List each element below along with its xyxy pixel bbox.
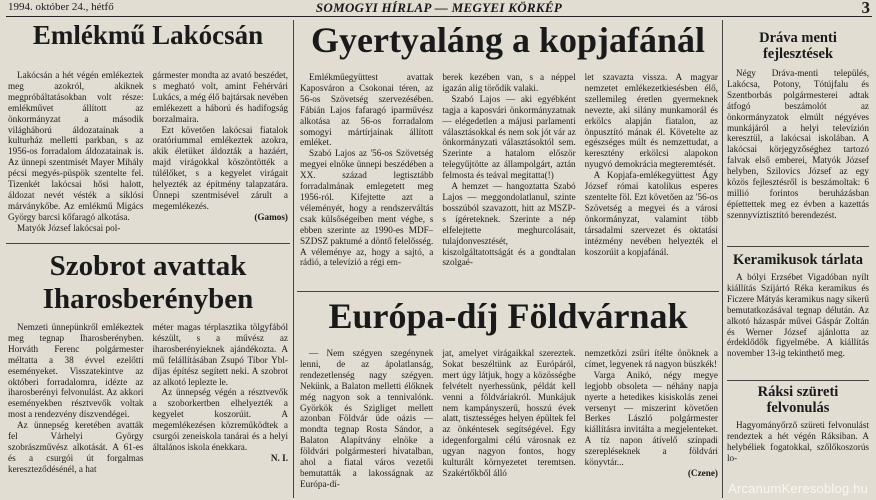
- paragraph: Emlékműegyüttest avattak Kaposváron a Csokonai téren, az 56-os Szövetség szervezésében. Fábián Lajos fafaragó iparművész alkotása az 56-os forradalom somogyi mártírjainak állított emléket.: [300, 72, 434, 148]
- sidebar-text: [727, 272, 869, 359]
- paragraph: A hemzet — hangoztatta Szabó Lajos — meggondolatlanul, szinte bosszúból szavazott, hitt az MSZP-s ígéreteknek. Szerinte a nép elfelejtette meghurcolásait, tulajdonvesztését, kiszolgáltatottságát és a gondtalan szolgaé-: [442, 181, 576, 268]
- paragraph: A Kopjafa-emlékegyüttest Ágy József római katolikus esperes szentelte föl. Ezt követően az '56-os Szövetség a megyei és a városi önkormányzat, valamint több társadalmi szervezet és oktatási intézmény nevében helyezték el koszorúit a kopjafánál.: [584, 170, 718, 257]
- paragraph: gármester mondta az avató beszédet, s megható volt, amint Fehérvári Lukács, a még élő bajtársak nevében emlékezett a háború és hadifogság borzalmaira.: [152, 70, 288, 124]
- article-column: [442, 348, 575, 498]
- paragraph: Nemzeti ünnepünkről emlékeztek meg tegnap Iharosberényben. Horváth Ferenc polgármester méltatta a 38 évvel ezelőtti eseményeket. Visszatekintve az októberi forradalomra, idézte az iharosberényi felvonulást. Az akkori eseményekben résztvevők voltak most a rendezvény díszvendégei.: [8, 322, 144, 420]
- sidebar-headline: Ráksi szüreti felvonulás: [757, 384, 839, 416]
- article-column: [153, 322, 289, 498]
- paragraph: Ezt követően lakócsai fiatalok oratóriummal emlékeztek azokra, akik életüket áldozták a hazáért, majd virágokkal köszöntötték a túlélőket, s a kegyelet virágait helyezték az építmény talapzatára. Ünnepi szentmisével zárult a megemlékezés.: [152, 124, 288, 211]
- sidebar-keramikusok: [727, 252, 869, 378]
- side-rule-1: [727, 246, 869, 247]
- article-column: [442, 72, 575, 288]
- paragraph: berek kezében van, s a néppel igazán alig törődik valaki.: [442, 72, 576, 93]
- paragraph: let szavazta vissza. A magyar nemzetet emlékezetkiesésben élő, szellemileg éretlen gyermeknek nevezte, aki silány munkamorál és erkölcs alapján fiatalon, az önpusztító mának él. Követelte az egészséges múlt és nemzettudat, a keresztény erkölcsi alapokon nyugvó demokrácia megteremtését.: [584, 72, 718, 170]
- sidebar-headline: Keramikusok tárlata: [732, 252, 864, 268]
- paragraph: Az ünnepség végén a résztvevők a szoborkertben elhelyezték a kegyelet koszorúit. A megemlékezésen közreműködtek a csurgói zeneiskola tanárai és a helyi általános iskola énekkara.: [152, 387, 288, 452]
- headline: Szobrot avattak Iharosberényben: [42, 250, 254, 315]
- paragraph: Az ünnepség keretében avatták fel Várhelyi György szobrászművész alkotását. A 61-es és a csurgói út forgalmas kereszteződésénél, a hat: [8, 420, 144, 474]
- sidebar-text: [727, 420, 869, 464]
- masthead: [6, 0, 872, 17]
- paragraph: Szabó Lajos — aki egyébként tagja a kaposvári önkormányzatnak — elégedetlen a májusi parlamenti választásokkal és nem sok jót vár az önkormányzati választásoktól sem. Szerinte a hatalom először telegyűjtötte az állampolgárt, aztán felmosta és teával megitatta(!): [442, 93, 576, 181]
- paragraph: nemzetközi zsűri ítélte önöknek a címet, legyenek rá nagyon büszkék!: [584, 348, 718, 369]
- byline: N. I.: [270, 452, 288, 463]
- watermark: ArcanumKeresoblog.hu: [728, 481, 868, 496]
- headline: Európa-díj Földvárnak: [328, 296, 688, 336]
- article-szobrot-body: [8, 322, 288, 498]
- article-column: [8, 322, 144, 498]
- byline: (Czene): [687, 467, 718, 478]
- article-column: [585, 348, 718, 498]
- side-rule-2: [727, 380, 869, 381]
- byline: (Gamos): [254, 211, 288, 222]
- article-szobrot-avattak: [8, 250, 288, 316]
- paragraph: Szabó Lajos az '56-os Szövetség megyei elnöke ünnepi beszédében a XX. század legtisztább forradalmának emlegetett meg 1956-ról. Kifejtette azt a véleményét, hogy a rendszerváltás csak külsőségeiben ment végbe, s ebben szerinte az 1990-es MDF–SZDSZ paktumé a döntő felelősség. A véleménye az, hogy a sajtó, a rádió, a televízió a régi em-: [300, 148, 434, 268]
- paragraph: jat, amelyet virágaikkal szereztek. Sokat beszéltünk az Európáról, mert úgy látjuk, hogy a közösségbe felvételt nyerhessünk, példát kell venni a földváriakról. Munkájuk nem kampányszerű, hosszú évek alatt, tisztességes helyen épültek fel az önkéntesek segítségével. Egy idegenforgalmi célú városnak ez ugyan nagyon fontos, hogy kulturált környezetet teremtsen. Szakértőkből álló: [442, 348, 576, 478]
- paragraph: méter magas térplasztika tölgyfából készült, s a művész az iharosberényieknek ajándékozta. A mű felállításában Zsupó Tibor Ybl-díjas építész segített neki. A szobrot az alkotó leplezte le.: [152, 322, 288, 387]
- section-rule-center: [297, 291, 719, 292]
- article-emlekmu-body: [8, 70, 288, 240]
- article-column: [300, 348, 433, 498]
- sidebar-headline: Dráva menti fejlesztések: [759, 30, 837, 62]
- article-gyertyalang: [298, 22, 718, 59]
- article-emlekmu-lakocsan: [8, 22, 288, 50]
- article-column: [585, 72, 718, 288]
- paragraph: Hagyományőrző szüreti felvonulást rendeztek a hét végén Ráksiban. A helybéliek fogatokkal, szőlőkoszorús lo-: [727, 420, 869, 463]
- article-column: [8, 70, 144, 240]
- article-europa-dij: [298, 298, 718, 335]
- page-number: 3: [861, 0, 870, 17]
- column-rule-right: [722, 20, 723, 498]
- column-rule-left: [293, 20, 294, 498]
- article-europa-body: [300, 348, 718, 498]
- newspaper-title: SOMOGYI HÍRLAP — MEGYEI KÖRKÉP: [315, 0, 563, 15]
- article-column: [153, 70, 289, 240]
- paragraph: Lakócsán a hét végén emlékeztek meg azokról, akiknek megpróbáltatásokban volt része: emlékművet állított az önkormányzat a második világháború áldozatainak a kulturház melletti parkban, s az 1956-os forradalom áldozatainak is. Az ünnepi szentmisét Mayer Mihály pécsi megyés-püspök szentelte fel. Tizenkét lakócsai hősi halott, áldozat nevét vésték a siklósi márványkőbe. Az emlékmű Migács György barcsi kőfaragó alkotása.: [8, 70, 144, 222]
- headline: Emlékmű Lakócsán: [32, 20, 264, 50]
- paragraph: — Nem szégyen szegénynek lenni, de az ápolatlanság, rendezetlenség nagy szégyen. Nekünk, a Balaton melletti élőknek még nagyon sok a tennivalónk. Györkök és Szigliget mellett azonban Földvár üde oázis — mondta tegnap Rosta Sándor, a Balaton Alapítvány elnöke a földvári polgármesteri hivatalban, ahol a fiatal város vezetői bemutatták a lakosságnak az Európa-dí-: [300, 348, 434, 489]
- section-rule-left: [6, 243, 290, 244]
- paragraph: Matyók József lakócsai pol-: [17, 222, 121, 233]
- headline: Gyertyaláng a kopjafánál: [310, 20, 705, 60]
- article-gyertyalang-body: [300, 72, 718, 288]
- issue-date: 1994. október 24., hétfő: [8, 1, 114, 13]
- article-column: [300, 72, 433, 288]
- sidebar-drava: [727, 30, 869, 244]
- paragraph: A bólyi Erzsébet Vigadóban nyílt kiállítás Szíjártó Réka keramikus és Ficzere Mátyás keramikus nagy sikerű bemutatkozásával tegnap délután. Az alkotó házaspár művei Gáspár Zoltán és Werner József ajánlotta az érdeklődők figyelmébe. A kiállítás november 13-ig tekinthető meg.: [727, 272, 869, 359]
- paragraph: Varga Anikó, négy megye legjobb obsoleta — néhány napja nyerte a hetedikes kisiskolás zenei versenyt — miszerint követően Berkes László polgármester kiállításra invitálta a megjelenteket. A tíz napon átívelő színpadi szerepléseknek a földvári könyvtár...: [584, 369, 718, 468]
- sidebar-text: [727, 68, 869, 221]
- paragraph: Négy Dráva-menti település, Lakócsa, Potony, Tótújfalu és Szentborbás polgármesterei adtak átfogó beszámolót az önkormányzatok elmúlt négyéves munkájáról a helyi televízión keresztül, a lakócsai iskolában. A lakócsai körjegyzőséghez tartozó falvak első emberei, Matyók József helyben, Szilovics József az egy közös fejlesztésről is beszámoltak: 6 millió forintos beruházásban épíettettek meg ez évben a kazettás szennyvíztisztító berendezést.: [727, 68, 869, 220]
